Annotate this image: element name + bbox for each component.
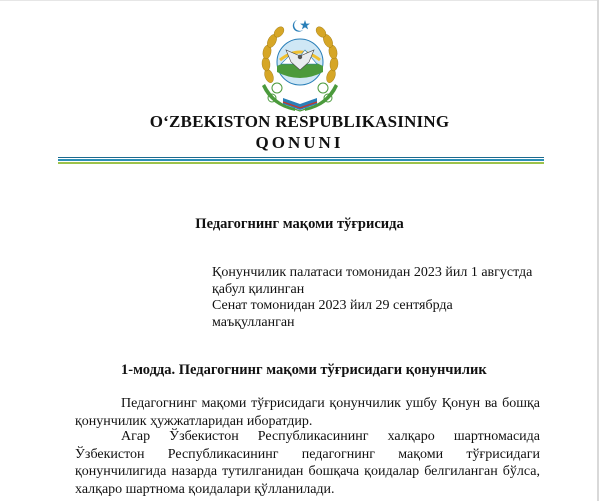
- paragraph: Агар Ўзбекистон Республикасининг халқаро шартномасида Ўзбекистон Республикасининг педагогнинг мақоми тўғрисидаги қонунчилигида назарда тутилганидан бошқача қоидалар белгиланган бўлса, халқаро шартнома қоидалари қўлланилади.: [75, 429, 540, 497]
- state-emblem-icon: [255, 14, 345, 114]
- header-rule-dark: [58, 157, 544, 158]
- adoption-line: Қонунчилик палатаси томонидан 2023 йил 1 августда: [212, 265, 533, 280]
- paragraph: Педагогнинг мақоми тўғрисидаги қонунчилик ушбу Қонун ва бошқа қонунчилик ҳужжатларидан иборатдир.: [75, 396, 540, 429]
- header-rule-blue: [58, 159, 544, 161]
- page-top-edge: [0, 0, 599, 1]
- adoption-line: қабул қилинган: [212, 281, 305, 297]
- adoption-line: маъқулланган: [212, 314, 295, 330]
- document-type: QONUNI: [255, 133, 344, 152]
- republic-name: O‘ZBEKISTON RESPUBLIKASINING: [149, 112, 450, 131]
- header-rule-green: [58, 162, 544, 164]
- law-title: Педагогнинг мақоми тўғрисида: [195, 216, 404, 232]
- article-heading: 1-модда. Педагогнинг мақоми тўғрисидаги қонунчилик: [121, 362, 487, 378]
- adoption-block: [212, 265, 552, 331]
- adoption-line: Сенат томонидан 2023 йил 29 сентябрда: [212, 298, 453, 313]
